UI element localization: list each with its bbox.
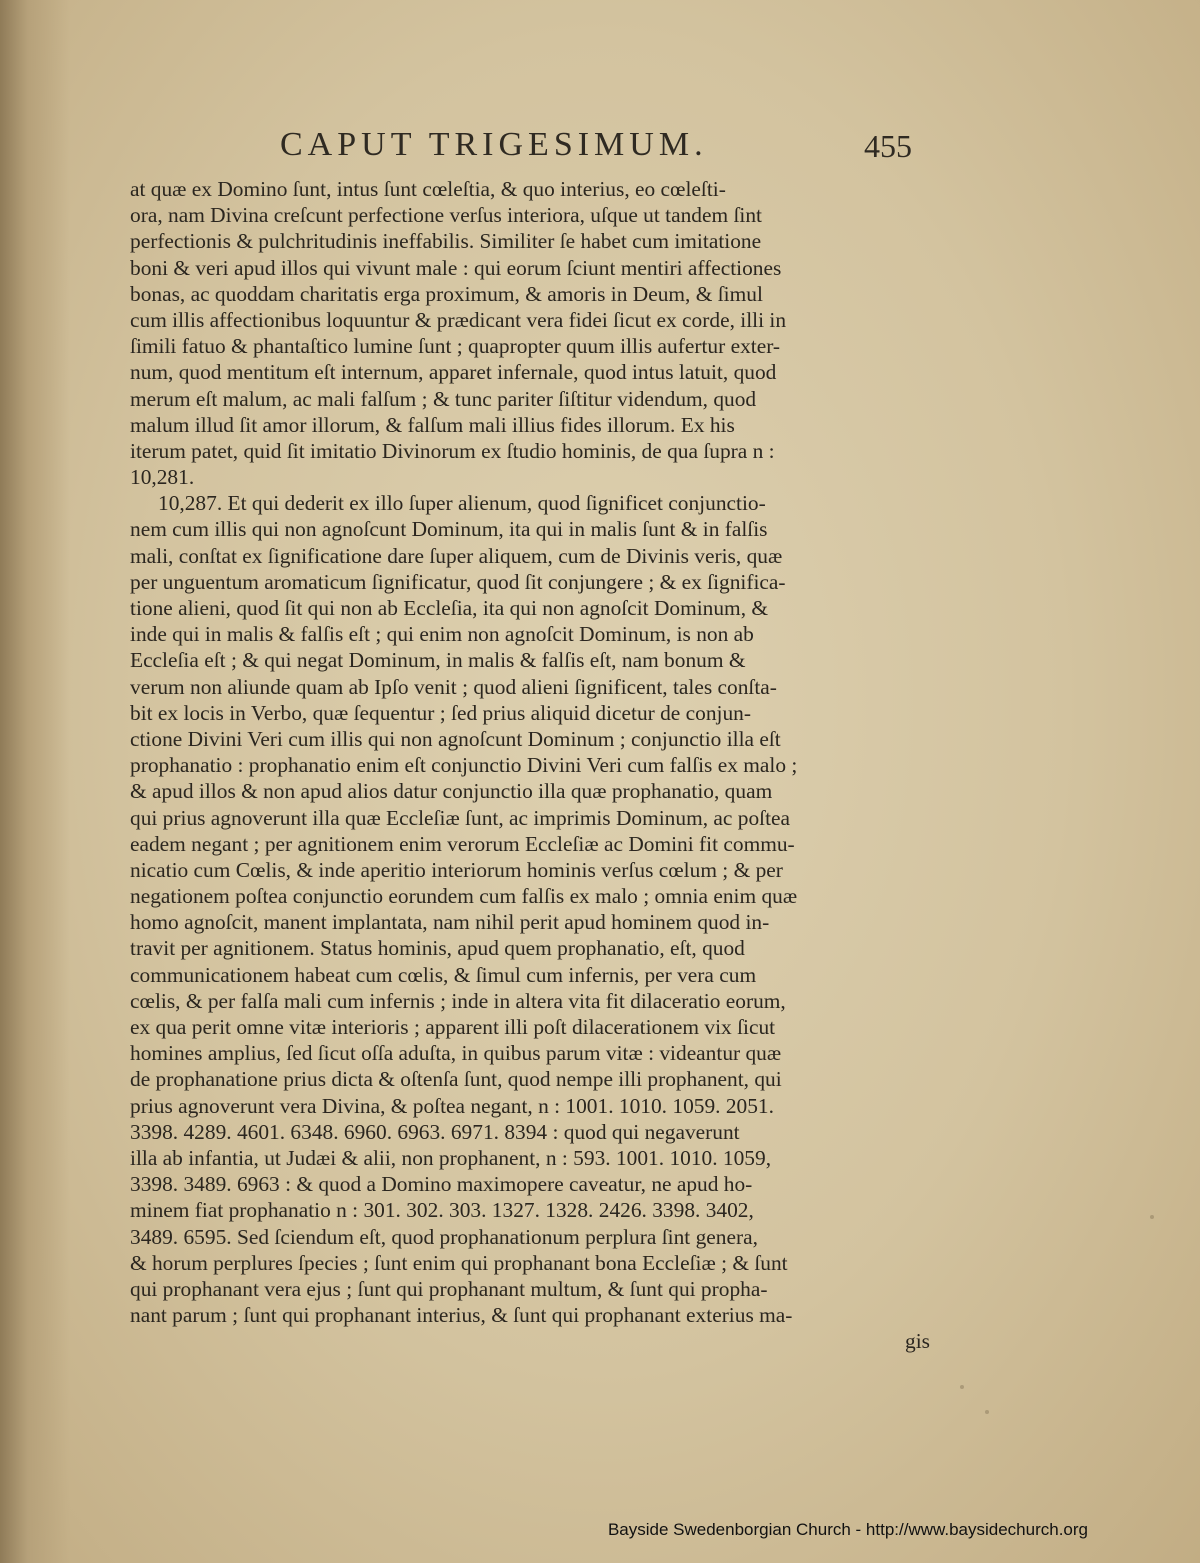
text-line: homines amplius, ſed ſicut oſſa aduſta, in quibus parum vitæ : videantur quæ: [130, 1041, 782, 1066]
text-line: boni & veri apud illos qui vivunt male : qui eorum ſciunt mentiri affectiones: [130, 255, 782, 280]
text-line: ctione Divini Veri cum illis qui non agnoſcunt Dominum ; conjunctio illa eſt: [130, 726, 781, 751]
text-line: minem fiat prophanatio n : 301. 302. 303. 1327. 1328. 2426. 3398. 3402,: [130, 1198, 754, 1223]
text-line: nem cum illis qui non agnoſcunt Dominum, ita qui in malis ſunt & in falſis: [130, 517, 768, 542]
text-line: bonas, ac quoddam charitatis erga proximum, & amoris in Deum, & ſimul: [130, 281, 763, 306]
text-line: & horum perplures ſpecies ; ſunt enim qui prophanant bona Eccleſiæ ; & ſunt: [130, 1250, 788, 1275]
text-line: homo agnoſcit, manent implantata, nam nihil perit apud hominem quod in-: [130, 910, 770, 935]
catchword: gis: [905, 1329, 930, 1354]
text-line: 10,281.: [130, 465, 195, 490]
watermark-credit: Bayside Swedenborgian Church - http://www.baysidechurch.org: [607, 1520, 1088, 1539]
page-number: 455: [864, 128, 912, 164]
text-line: 3398. 4289. 4601. 6348. 6960. 6963. 6971. 8394 : quod qui negaverunt: [130, 1119, 740, 1144]
page-gutter-shadow: [0, 0, 70, 1563]
text-line: malum illud ſit amor illorum, & falſum mali illius fides illorum. Ex his: [130, 412, 735, 437]
text-line: & apud illos & non apud alios datur conjunctio illa quæ prophanatio, quam: [130, 779, 773, 804]
text-line: bit ex locis in Verbo, quæ ſequentur ; ſed prius aliquid dicetur de conjun-: [130, 700, 751, 725]
paper-speck: [960, 1385, 964, 1389]
text-line: per unguentum aromaticum ſignificatur, quod ſit conjungere ; & ex ſignifica-: [130, 569, 786, 594]
paper-speck: [985, 1410, 989, 1414]
running-head: [280, 126, 920, 170]
text-line: de prophanatione prius dicta & oſtenſa ſunt, quod nempe illi prophanent, qui: [130, 1067, 782, 1092]
body-text: [130, 176, 930, 1354]
running-title: CAPUT TRIGESIMUM.: [280, 126, 708, 163]
text-line: merum eſt malum, ac mali falſum ; & tunc pariter ſiſtitur videndum, quod: [130, 386, 757, 411]
text-line: nicatio cum Cœlis, & inde aperitio interiorum hominis verſus cœlum ; & per: [130, 857, 783, 882]
text-line: Eccleſia eſt ; & qui negat Dominum, in malis & falſis eſt, nam bonum &: [130, 648, 746, 673]
text-line: illa ab infantia, ut Judæi & alii, non prophanent, n : 593. 1001. 1010. 1059,: [130, 1145, 772, 1170]
text-line: qui prophanant vera ejus ; ſunt qui prophanant multum, & ſunt qui propha-: [130, 1276, 768, 1301]
text-line: communicationem habeat cum cœlis, & ſimul cum infernis, per vera cum: [130, 962, 757, 987]
text-line: iterum patet, quid ſit imitatio Divinorum ex ſtudio hominis, de qua ſupra n :: [130, 438, 775, 463]
text-line: ſimili fatuo & phantaſtico lumine ſunt ; quapropter quum illis aufertur exter-: [130, 334, 781, 359]
text-line: negationem poſtea conjunctio eorundem cum falſis ex malo ; omnia enim quæ: [130, 884, 798, 909]
text-line: cum illis affectionibus loquuntur & prædicant vera fidei ſicut ex corde, illi in: [130, 307, 787, 332]
text-line: ora, nam Divina creſcunt perfectione verſus interiora, uſque ut tandem ſint: [130, 203, 762, 228]
text-line: num, quod mentitum eſt internum, apparet infernale, quod intus latuit, quod: [130, 360, 777, 385]
text-line: perfectionis & pulchritudinis ineffabilis. Similiter ſe habet cum imitatione: [130, 229, 762, 254]
text-line: mali, conſtat ex ſignificatione dare ſuper aliquem, cum de Divinis veris, quæ: [130, 543, 783, 568]
text-line: travit per agnitionem. Status hominis, apud quem prophanatio, eſt, quod: [130, 936, 745, 961]
text-line: eadem negant ; per agnitionem enim verorum Eccleſiæ ac Domini fit commu-: [130, 831, 795, 856]
text-line: ex qua perit omne vitæ interioris ; apparent illi poſt dilacerationem vix ſicut: [130, 1015, 776, 1039]
text-line: verum non aliunde quam ab Ipſo venit ; quod alieni ſignificent, tales conſta-: [130, 674, 777, 699]
text-line: 3489. 6595. Sed ſciendum eſt, quod prophanationum perplura ſint genera,: [130, 1224, 758, 1249]
text-line: at quæ ex Domino ſunt, intus ſunt cœleſtia, & quo interius, eo cœleſti-: [130, 177, 726, 201]
text-line: 10,287. Et qui dederit ex illo ſuper alienum, quod ſignificet conjunctio-: [158, 491, 766, 516]
text-line: prophanatio : prophanatio enim eſt conjunctio Divini Veri cum falſis ex malo ;: [130, 753, 798, 778]
text-line: nant parum ; ſunt qui prophanant interius, & ſunt qui prophanant exterius ma-: [130, 1303, 793, 1328]
text-line: cœlis, & per falſa mali cum infernis ; inde in altera vita fit dilaceratio eorum,: [130, 988, 786, 1013]
text-line: 3398. 3489. 6963 : & quod a Domino maximopere caveatur, ne apud ho-: [130, 1172, 753, 1197]
text-line: tione alieni, quod ſit qui non ab Eccleſia, ita qui non agnoſcit Dominum, &: [130, 596, 769, 620]
text-line: prius agnoverunt vera Divina, & poſtea negant, n : 1001. 1010. 1059. 2051.: [130, 1093, 774, 1118]
text-line: qui prius agnoverunt illa quæ Eccleſiæ ſunt, ac imprimis Dominum, ac poſtea: [130, 805, 791, 830]
text-line: inde qui in malis & falſis eſt ; qui enim non agnoſcit Dominum, is non ab: [130, 622, 754, 647]
paper-speck: [1150, 1215, 1154, 1219]
